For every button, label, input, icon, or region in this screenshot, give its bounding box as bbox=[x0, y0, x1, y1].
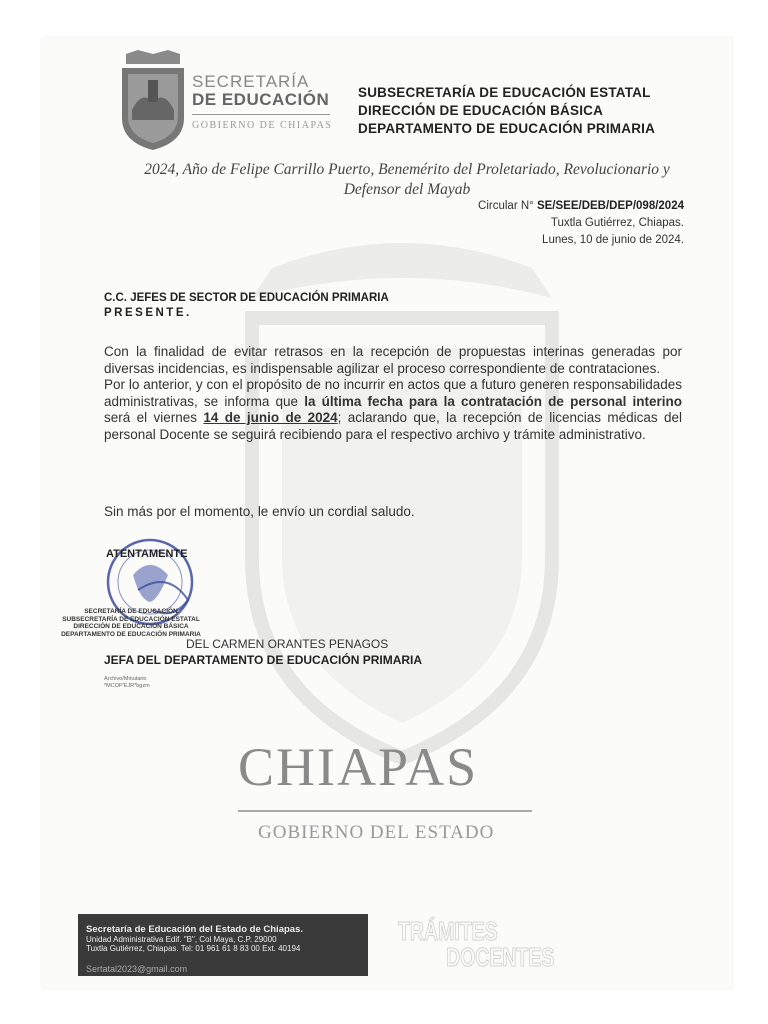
document-page bbox=[42, 38, 732, 988]
paragraph-1: Con la finalidad de evitar retrasos en la recepción de propuestas interinas generadas por diversas incidencias, es indispensable agilizar el proceso correspondiente de contrataciones. bbox=[104, 344, 682, 376]
initials-line-1: Archivo/Minutario bbox=[104, 676, 147, 682]
paragraph-2 bbox=[104, 377, 682, 443]
department-heading bbox=[358, 84, 655, 138]
secretaria-label: SECRETARÍA bbox=[192, 72, 310, 91]
circular-number bbox=[478, 198, 684, 215]
heading-line-1: SUBSECRETARÍA DE EDUCACIÓN ESTATAL bbox=[358, 85, 651, 100]
coat-of-arms-icon bbox=[118, 50, 188, 152]
tramites-text: TRÁMITES bbox=[398, 916, 498, 946]
addressee-line-1: C.C. JEFES DE SECTOR DE EDUCACIÓN PRIMARIA bbox=[104, 292, 389, 304]
gobierno-chiapas-label: GOBIERNO DE CHIAPAS bbox=[192, 120, 333, 131]
p2-text-b: será el viernes bbox=[104, 410, 204, 426]
stamp-line-2: SUBSECRETARÍA DE EDUCACIÓN ESTATAL bbox=[62, 615, 200, 623]
addressee bbox=[104, 291, 389, 321]
initials-line-2: *MCOP'EJR*bgzm bbox=[104, 683, 150, 689]
logo-divider bbox=[238, 810, 532, 812]
gobierno-estado-text: GOBIERNO DEL ESTADO bbox=[258, 822, 495, 843]
signer-title: JEFA DEL DEPARTAMENTO DE EDUCACIÓN PRIMARIA bbox=[104, 653, 423, 667]
footer-address: Unidad Administrativa Edif. "B", Col Maya, C.P. 29000 bbox=[86, 935, 277, 944]
heading-line-2: DIRECCIÓN DE EDUCACIÓN BÁSICA bbox=[358, 103, 604, 118]
addressee-line-2: PRESENTE. bbox=[104, 307, 192, 319]
de-educacion-label: DE EDUCACIÓN bbox=[192, 90, 330, 109]
stamp-line-3: DIRECCIÓN DE EDUCACIÓN BÁSICA bbox=[73, 623, 189, 630]
circular-info bbox=[478, 198, 684, 249]
closing-line: Sin más por el momento, le envío un cordial saludo. bbox=[104, 504, 415, 519]
year-motto bbox=[122, 160, 692, 200]
header-divider bbox=[192, 114, 330, 115]
stamp-line-1: SECRETARÍA DE EDUCACIÓN bbox=[84, 608, 178, 615]
circular-code: SE/SEE/DEB/DEP/098/2024 bbox=[536, 200, 684, 212]
p2-bold-text: la última fecha para la contratación de personal interino bbox=[304, 393, 682, 409]
stamp-text bbox=[46, 608, 216, 638]
docentes-text: DOCENTES bbox=[446, 942, 555, 972]
circular-date: Lunes, 10 de junio de 2024. bbox=[542, 234, 684, 246]
circular-label: Circular N° bbox=[478, 200, 534, 212]
p2-text-c: ; aclarando que, la recepción de licencias médicas del personal Docente se seguirá recibiendo para el respectivo archivo y trámite administrativo. bbox=[104, 410, 682, 442]
signer-block bbox=[104, 636, 422, 668]
chiapas-logo-text: CHIAPAS bbox=[238, 737, 479, 797]
reference-initials bbox=[104, 676, 150, 690]
stamp-line-4: DEPARTAMENTO DE EDUCACIÓN PRIMARIA bbox=[61, 630, 201, 638]
motto-line-1: 2024, Año de Felipe Carrillo Puerto, Benemérito del Proletariado, Revolucionario y bbox=[144, 161, 670, 178]
circular-place: Tuxtla Gutiérrez, Chiapas. bbox=[550, 217, 684, 229]
tramites-docentes-logo bbox=[398, 918, 554, 970]
footer-email: Sertatal2023@gmail.com bbox=[86, 964, 188, 974]
letter-body bbox=[104, 344, 682, 444]
deadline-date: 14 de junio de 2024 bbox=[203, 410, 338, 426]
footer-title: Secretaría de Educación del Estado de Chiapas. bbox=[86, 924, 303, 935]
p2-text-a: Por lo anterior, y con el propósito de no incurrir en actos que a futuro generen responsabilidades administrativas, se informa que bbox=[104, 377, 682, 409]
signer-name: DEL CARMEN ORANTES PENAGOS bbox=[186, 637, 389, 651]
footer-phone: Tuxtla Gutiérrez, Chiapas. Tel: 01 961 61 8 83 00 Ext. 40194 bbox=[86, 944, 301, 953]
atentamente-label: ATENTAMENTE bbox=[106, 548, 188, 560]
motto-line-2: Defensor del Mayab bbox=[343, 181, 471, 198]
heading-line-3: DEPARTAMENTO DE EDUCACIÓN PRIMARIA bbox=[358, 121, 656, 136]
